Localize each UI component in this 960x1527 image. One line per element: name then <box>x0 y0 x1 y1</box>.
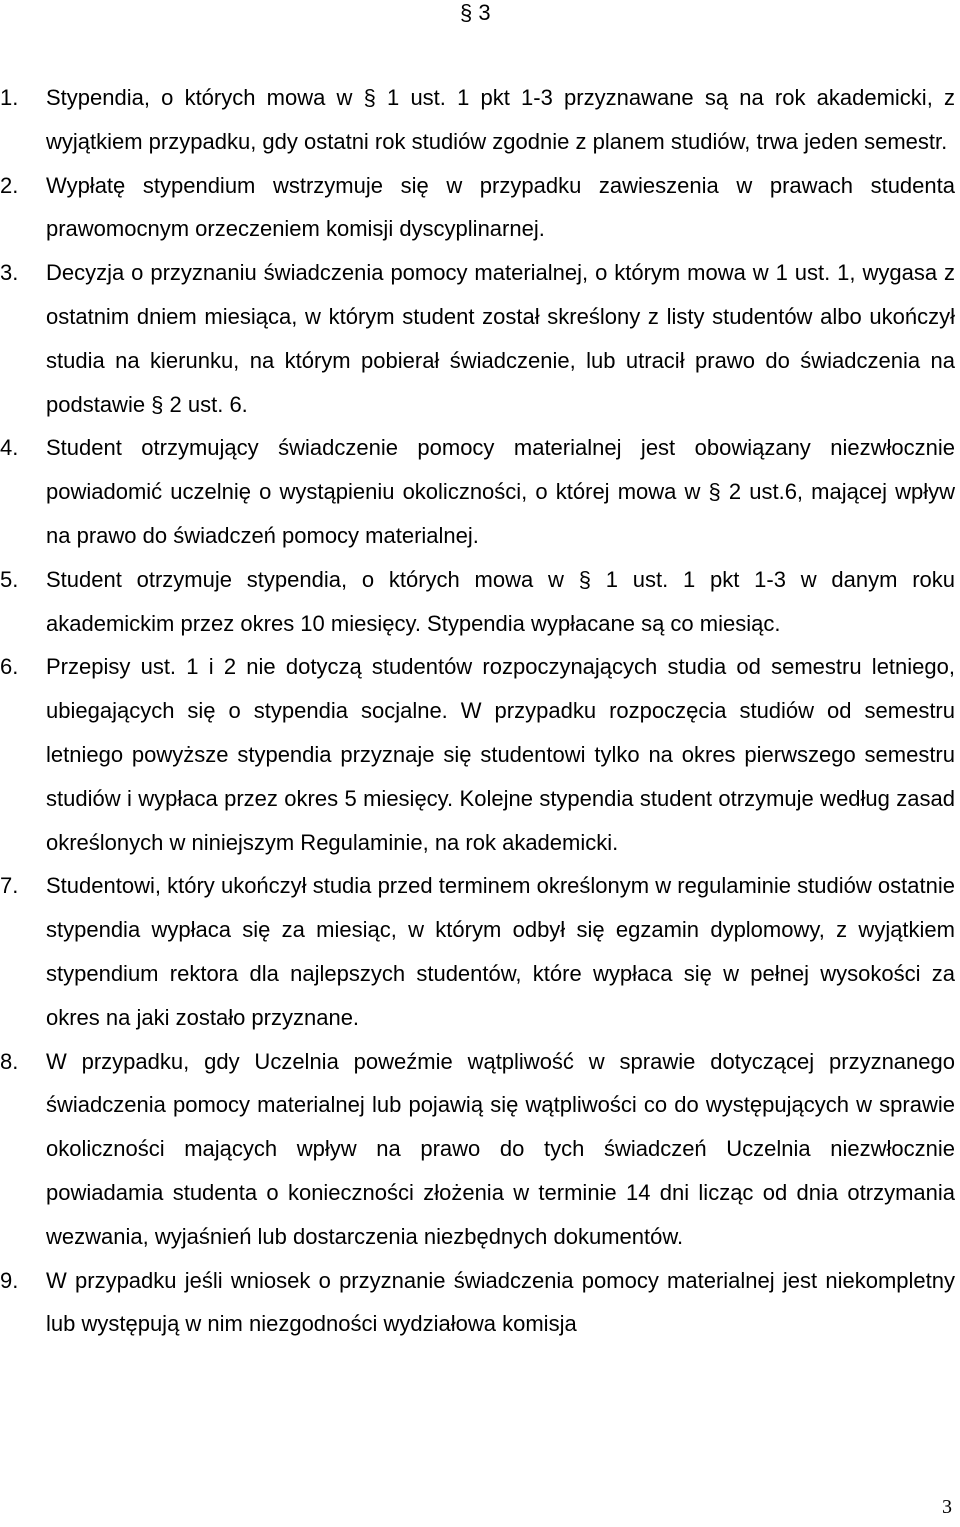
item-number: 1. <box>0 85 19 110</box>
item-text: Wypłatę stypendium wstrzymuje się w przypadku zawieszenia w prawach studenta prawomocnym orzeczeniem komisji dyscyplinarnej. <box>46 172 955 242</box>
item-text: W przypadku, gdy Uczelnia poweźmie wątpliwość w sprawie dotyczącej przyznanego świadczenia pomocy materialnej lub pojawią się wątpliwości co do występujących w sprawie okoliczności mających wpływ na prawo do tych świadczeń Uczelnia niezwłocznie powiadamia studenta o konieczności złożenia w terminie 14 dni licząc od dnia otrzymania wezwania, wyjaśnień lub dostarczenia niezbędnych dokumentów. <box>46 1048 955 1249</box>
item-number: 5. <box>0 566 19 592</box>
list-item-1 <box>0 76 955 164</box>
list-item-5 <box>0 558 955 646</box>
list-item-3 <box>0 251 955 426</box>
item-number: 8. <box>0 1048 19 1074</box>
list-item-9 <box>0 1259 955 1347</box>
item-number: 9. <box>0 1267 19 1293</box>
item-number: 2. <box>0 172 19 198</box>
item-text: Decyzja o przyznaniu świadczenia pomocy materialnej, o którym mowa w 1 ust. 1, wygasa z ostatnim dniem miesiąca, w którym student został skreślony z listy studentów albo ukończył studia na kierunku, na którym pobierał świadczenie, lub utracił prawo do świadczenia na podstawie § 2 ust. 6. <box>46 260 955 417</box>
item-text: Przepisy ust. 1 i 2 nie dotyczą studentów rozpoczynających studia od semestru letniego, ubiegających się o stypendia socjalne. W przypadku rozpoczęcia studiów od semestru letniego powyższe stypendia przyznaje się studentowi tylko na okres pierwszego semestru studiów i wypłaca przez okres 5 miesięcy. Kolejne stypendia student otrzymuje według zasad określonych w niniejszym Regulaminie, na rok akademicki. <box>46 654 955 855</box>
section-heading: § 3 <box>460 0 491 25</box>
list-item-7 <box>0 864 955 1039</box>
item-text: Studentowi, który ukończył studia przed terminem określonym w regulaminie studiów ostatnie stypendia wypłaca się za miesiąc, w którym odbył się egzamin dyplomowy, z wyjątkiem stypendium rektora dla najlepszych studentów, które wypłaca się w pełnej wysokości za okres na jaki zostało przyznane. <box>46 873 955 1030</box>
item-text: W przypadku jeśli wniosek o przyznanie świadczenia pomocy materialnej jest niekompletny lub występują w nim niezgodności wydziałowa komisja <box>46 1267 955 1337</box>
item-number: 6. <box>0 654 19 680</box>
list-item-6 <box>0 645 955 864</box>
list-item-2 <box>0 164 955 252</box>
item-text: Stypendia, o których mowa w § 1 ust. 1 pkt 1-3 przyznawane są na rok akademicki, z wyjątkiem przypadku, gdy ostatni rok studiów zgodnie z planem studiów, trwa jeden semestr. <box>46 85 955 154</box>
list-item-8 <box>0 1040 955 1259</box>
page-number: 3 <box>942 1496 952 1518</box>
item-number: 3. <box>0 260 19 286</box>
regulation-list <box>0 76 955 1346</box>
item-text: Student otrzymuje stypendia, o których mowa w § 1 ust. 1 pkt 1-3 w danym roku akademickim przez okres 10 miesięcy. Stypendia wypłacane są co miesiąc. <box>46 566 955 636</box>
item-text: Student otrzymujący świadczenie pomocy materialnej jest obowiązany niezwłocznie powiadomić uczelnię o wystąpieniu okoliczności, o której mowa w § 2 ust.6, mającej wpływ na prawo do świadczeń pomocy materialnej. <box>46 435 955 548</box>
item-number: 7. <box>0 873 19 899</box>
list-item-4 <box>0 426 955 557</box>
item-number: 4. <box>0 435 19 461</box>
